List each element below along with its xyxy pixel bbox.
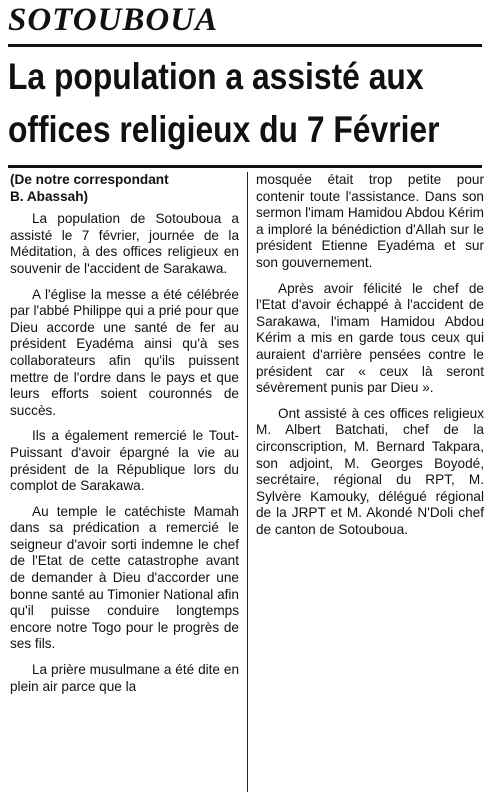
paragraph: Ils a également remercié le Tout-Puissant d'avoir épargné la vie au président de la République lors du complot de Sarakawa. — [10, 428, 239, 494]
top-rule — [8, 44, 482, 47]
article-headline — [8, 50, 440, 156]
paragraph: A l'église la messe a été célébrée par l'abbé Philippe qui a prié pour que Dieu accorde une santé de fer au président Eyadéma ainsi qu'à ses collaborateurs afin qu'ils puissent mettre de l'ordre dans le pays et que leurs efforts soient couronnés de succès. — [10, 286, 239, 418]
byline-line-2: B. Abassah) — [10, 188, 89, 204]
headline-line-1: La population a assisté aux — [8, 56, 424, 97]
paragraph: La prière musulmane a été dite en plein air parce que la — [10, 662, 239, 694]
left-column — [10, 172, 239, 704]
paragraph: Au temple le catéchiste Mamah dans sa prédication a remercié le seigneur d'avoir sorti indemne le chef de l'Etat de cette catastrophe avant de demander à Dieu d'accorder une bonne santé au Timonier National afin qu'il puisse conduire longtemps encore notre Togo pour le progrès de ses fils. — [10, 503, 239, 652]
byline — [10, 172, 239, 205]
paragraph: Ont assisté à ces offices religieux M. Albert Batchati, chef de la circonscription, M. Bernard Takpara, son adjoint, M. Georges Boyodé, secrétaire, régional du RPT, M. Sylvère Kamouky, délégué régional de la JRPT et M. Akondé N'Doli chef de canton de Sotouboua. — [256, 405, 484, 537]
section-kicker: SOTOUBOUA — [8, 2, 219, 38]
byline-line-1: (De notre correspondant — [10, 172, 169, 187]
headline-line-2: offices religieux du 7 Février — [8, 109, 440, 150]
column-divider — [247, 172, 248, 792]
headline-rule — [8, 165, 482, 168]
paragraph: Après avoir félicité le chef de l'Etat d'avoir échappé à l'accident de Sarakawa, l'imam Hamidou Abdou Kérim a mis en garde tous ceux qui auraient d'arrière pensées contre le président car « ceux là seront sévèrement punis par Dieu ». — [256, 280, 484, 396]
paragraph: La population de Sotouboua a assisté le 7 février, journée de la Méditation, à des offices religieux en souvenir de l'accident de Sarakawa. — [10, 211, 239, 276]
paragraph: mosquée était trop petite pour contenir toute l'assistance. Dans son sermon l'imam Hamidou Abdou Kérim a imploré la bénédiction d'Allah sur le président Etienne Eyadéma et sur son gouvernement. — [256, 172, 484, 270]
right-column — [256, 172, 484, 547]
